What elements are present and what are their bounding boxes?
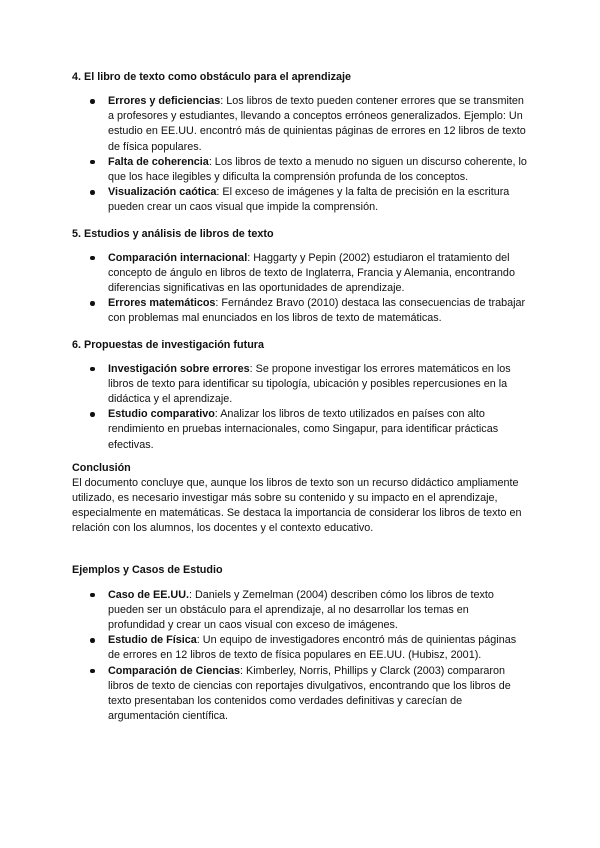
- item-separator: :: [220, 95, 224, 107]
- item-separator: :: [196, 634, 200, 647]
- section-heading: 6. Propuestas de investigación futura: [72, 338, 264, 351]
- list-item: [72, 296, 528, 326]
- item-separator: :: [189, 588, 192, 601]
- item-term: Comparación de Ciencias: [108, 664, 241, 677]
- list-item: [72, 94, 528, 155]
- bullet-list: [72, 94, 528, 216]
- section-heading: Ejemplos y Casos de Estudio: [72, 563, 223, 576]
- item-separator: :: [240, 664, 244, 677]
- conclusion-heading: Conclusión: [72, 461, 131, 474]
- item-term: Errores matemáticos: [108, 297, 216, 310]
- conclusion-paragraph: El documento concluye que, aunque los libros de texto son un recurso didáctico ampliamente utilizado, es necesario investigar más sobre su contenido y su impacto en el aprendizaje, especialmente en matemáticas. Se destaca la importancia de considerar los libros de texto en relación con los alumnos, los docentes y el contexto educativo.: [72, 476, 522, 535]
- item-separator: :: [214, 408, 218, 421]
- item-term: Comparación internacional: [108, 251, 248, 264]
- item-term: Errores y deficiencias: [108, 95, 221, 107]
- item-text: Los libros de texto pueden contener errores que se transmiten a profesores y estudiantes, llevando a conceptos erróneos generalizados. Ejemplo: Un estudio en EE.UU. encontró más de quinientas páginas de errores en 12 libros de texto de física populares.: [108, 95, 526, 153]
- item-separator: :: [247, 251, 251, 264]
- list-item: [72, 185, 528, 215]
- item-text: El exceso de imágenes y la falta de precisión en la escritura pueden crear un caos visual que impide la comprensión.: [108, 186, 510, 214]
- section-heading: 4. El libro de texto como obstáculo para el aprendizaje: [72, 71, 351, 83]
- item-text: Daniels y Zemelman (2004) describen cómo los libros de texto pueden ser un obstáculo para el aprendizaje, al no desarrollar los temas en profundidad y crear un caos visual con exceso de imágenes.: [108, 588, 494, 632]
- item-term: Visualización caótica: [108, 186, 217, 199]
- item-text: Haggarty y Pepin (2002) estudiaron el tratamiento del concepto de ángulo en libros de texto de Inglaterra, Francia y Alemania, encontrando diferencias significativas en las oportunidades de aprendizaje.: [108, 251, 515, 295]
- section-heading: 5. Estudios y análisis de libros de texto: [72, 227, 274, 240]
- bullet-list: [72, 588, 528, 725]
- list-item: [72, 588, 528, 634]
- list-item: [72, 362, 528, 408]
- item-separator: :: [215, 297, 219, 310]
- item-term: Estudio comparativo: [108, 408, 215, 421]
- list-item: [72, 155, 528, 185]
- list-item: [72, 633, 528, 663]
- item-separator: :: [216, 186, 220, 199]
- item-text: Analizar los libros de texto utilizados en países con alto rendimiento en pruebas internacionales, como Singapur, para identificar prácticas efectivas.: [108, 408, 499, 451]
- list-item: [72, 407, 528, 453]
- item-text: Un equipo de investigadores encontró más de quinientas páginas de errores en 12 libros de texto de física populares en EE.UU. (Hubisz, 2001).: [108, 634, 517, 662]
- bullet-list: [72, 251, 528, 327]
- item-text: Los libros de texto a menudo no siguen un discurso coherente, lo que los hace ilegibles y dificulta la comprensión profunda de los conceptos.: [108, 155, 527, 184]
- item-term: Estudio de Física: [108, 634, 197, 647]
- item-term: Falta de coherencia: [108, 155, 209, 168]
- item-text: Kimberley, Norris, Phillips y Clarck (2003) compararon libros de texto de ciencias con reportajes divulgativos, encontrando que los libros de texto presentaban los contenidos como verdades definitivas y carecían de argumentación científica.: [108, 664, 511, 723]
- item-text: Fernández Bravo (2010) destaca las consecuencias de trabajar con problemas mal enunciados en los libros de texto de matemáticas.: [108, 297, 526, 325]
- item-text: Se propone investigar los errores matemáticos en los libros de texto para identificar su tipología, ubicación y posibles repercusiones en la didáctica y el aprendizaje.: [108, 362, 511, 406]
- item-term: Caso de EE.UU.: [108, 588, 189, 601]
- list-item: [72, 251, 528, 297]
- item-term: Investigación sobre errores: [108, 362, 250, 375]
- item-separator: :: [208, 155, 212, 168]
- item-separator: :: [249, 362, 253, 375]
- list-item: [72, 664, 528, 725]
- bullet-list: [72, 362, 528, 453]
